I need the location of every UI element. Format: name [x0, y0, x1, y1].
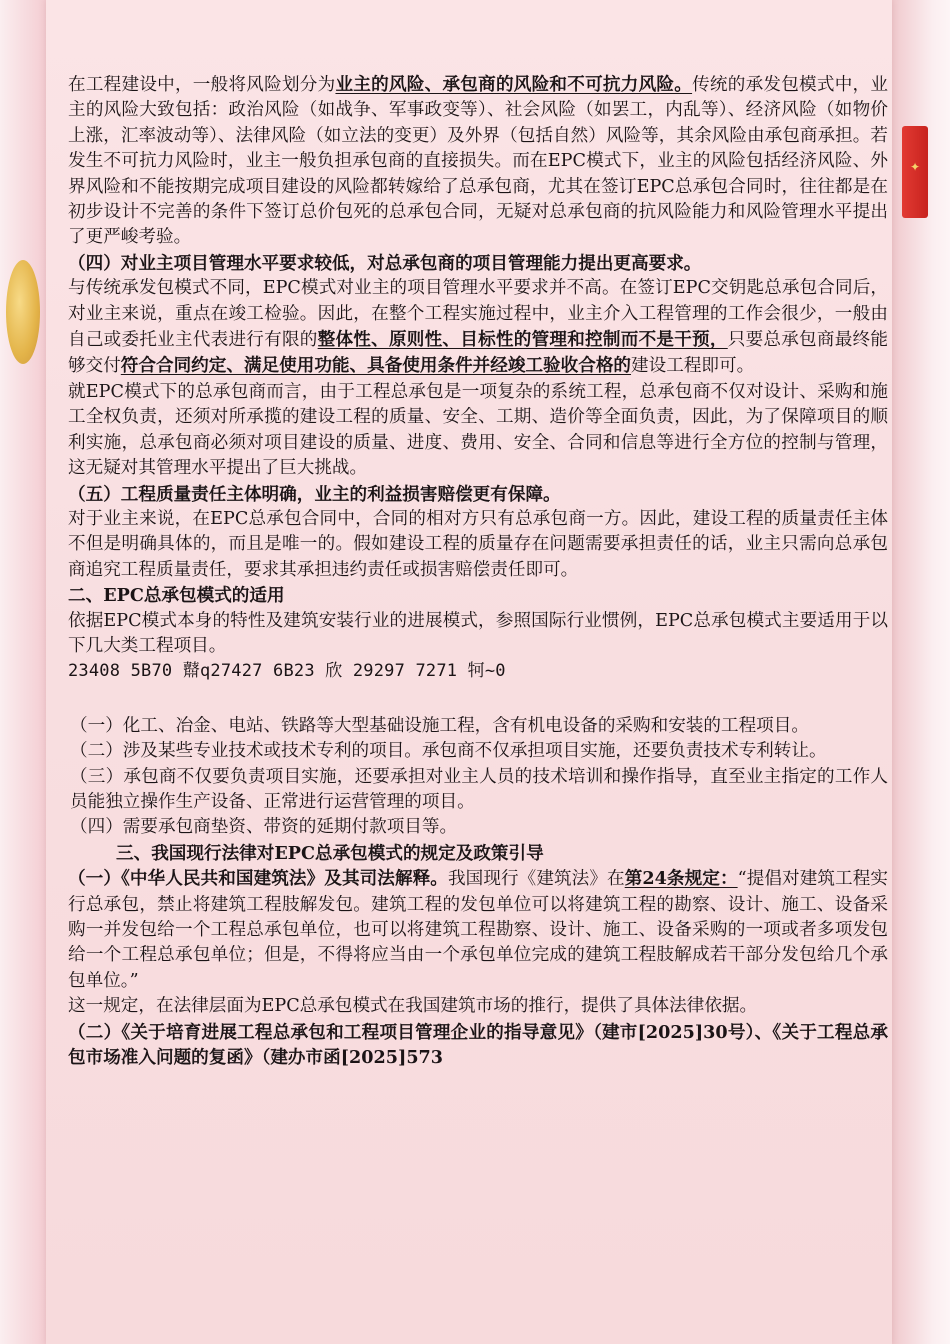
paragraph-risk: 在工程建设中，一般将风险划分为业主的风险、承包商的风险和不可抗力风险。传统的承发包模式中，业主的风险大致包括：政治风险（如战争、军事政变等）、社会风险（如罢工，内乱等）、经济风险（如物价上涨，汇率波动等）、法律风险（如立法的变更）及外界（包括自然）风险等，其余风险由承包商承担。若发生不可抗力风险时，业主一般负担承包商的直接损失。而在EPC模式下，业主的风险包括经济风险、外界风险和不能按期完成项目建设的风险都转嫁给了总承包商，尤其在签订EPC总承包合同时，往往都是在初步设计不完善的条件下签订总价包死的总承包合同，无疑对总承包商的抗风险能力和风险管理水平提出了更严峻考验。 [68, 74, 888, 248]
red-tag-decoration: ✦ [902, 126, 928, 218]
list-item: （一）化工、冶金、电站、铁路等大型基础设施工程，含有机电设备的采购和安装的工程项目。 [70, 715, 809, 736]
management-highlight: 整体性、原则性、目标性的管理和控制而不是干预， [317, 329, 728, 351]
heading-section-three: 三、我国现行法律对EPC总承包模式的规定及政策引导 [116, 842, 544, 864]
delivery-highlight: 符合合同约定、满足使用功能、具备使用条件并经竣工验收合格的 [120, 355, 632, 377]
gold-coin-decoration [6, 260, 40, 364]
list-item: （二）涉及某些专业技术或技术专利的项目。承包商不仅承担项目实施，还要负责技术专利转让。 [70, 741, 827, 762]
paragraph-owner-management: 与传统承发包模式不同，EPC模式对业主的项目管理水平要求并不高。在签订EPC交钥匙总承包合同后，对业主来说，重点在竣工检验。因此，在整个工程实施过程中，业主介入工程管理的工作会很少，一般由自己或委托业主代表进行有限的整体性、原则性、目标性的管理和控制而不是干预，只要总承包商最终能够交付符合合同约定、满足使用功能、具备使用条件并经竣工验收合格的建设工程即可。 [68, 278, 888, 377]
list-item: （三）承包商不仅要负责项目实施，还要承担对业主人员的技术培训和操作指导，直至业主指定的工作人员能独立操作生产设备、正常进行运营管理的项目。 [70, 766, 888, 812]
article-24-highlight: 第24条规定： [624, 868, 738, 890]
document-body [68, 72, 888, 1070]
heading-section-two: 二、EPC总承包模式的适用 [68, 585, 285, 607]
paragraph-contractor: 就EPC模式下的总承包商而言，由于工程总承包是一项复杂的系统工程，总承包商不仅对设计、采购和施工全权负责，还须对所承揽的建设工程的质量、安全、工期、造价等全面负责，因此，为了保障项目的顺利实施，总承包商必须对项目建设的质量、进度、费用、安全、合同和信息等进行全方位的控制与管理，这无疑对其管理水平提出了巨大挑战。 [68, 381, 888, 479]
paragraph-legal-basis: 这一规定，在法律层面为EPC总承包模式在我国建筑市场的推行，提供了具体法律依据。 [68, 996, 758, 1017]
heading-four: （四）对业主项目管理水平要求较低，对总承包商的项目管理能力提出更高要求。 [68, 252, 702, 274]
garbled-code-line: 23408 5B70 鼘q27427 6B23 欣 29297 7271 牱~0 [68, 661, 506, 682]
paragraph-quality: 对于业主来说，在EPC总承包合同中，合同的相对方只有总承包商一方。因此，建设工程的质量责任主体不但是明确具体的，而且是唯一的。假如建设工程的质量存在问题需要承担责任的话，业主只需向总承包商追究工程质量责任，要求其承担违约责任或损害赔偿责任即可。 [68, 508, 888, 580]
risk-types-highlight: 业主的风险、承包商的风险和不可抗力风险。 [335, 74, 693, 95]
list-item: （四）需要承包商垫资、带资的延期付款项目等。 [70, 817, 458, 838]
spacer [68, 685, 888, 714]
paragraph-construction-law: （一）《中华人民共和国建筑法》及其司法解释。我国现行《建筑法》在第24条规定：“提倡对建筑工程实行总承包，禁止将建筑工程肢解发包。建筑工程的发包单位可以将建筑工程的勘察、设计、施工、设备采购一并发包给一个工程总承包单位，也可以将建筑工程勘察、设计、施工、设备采购的一项或者多项发包给一个工程总承包单位；但是，不得将应当由一个承包单位完成的建筑工程肢解成若干部分发包给几个承包单位。” [68, 868, 888, 991]
law-title: （一）《中华人民共和国建筑法》及其司法解释。 [68, 868, 448, 890]
heading-five: （五）工程质量责任主体明确，业主的利益损害赔偿更有保障。 [68, 483, 561, 505]
paragraph-policy-documents: （二）《关于培育进展工程总承包和工程项目管理企业的指导意见》（建市[2025]30号）、《关于工程总承包市场准入问题的复函》（建办市函[2025]573 [68, 1021, 888, 1069]
left-decoration [0, 0, 46, 1344]
paragraph-applicability: 依据EPC模式本身的特性及建筑安装行业的进展模式，参照国际行业惯例，EPC总承包模式主要适用于以下几大类工程项目。 [68, 610, 888, 656]
